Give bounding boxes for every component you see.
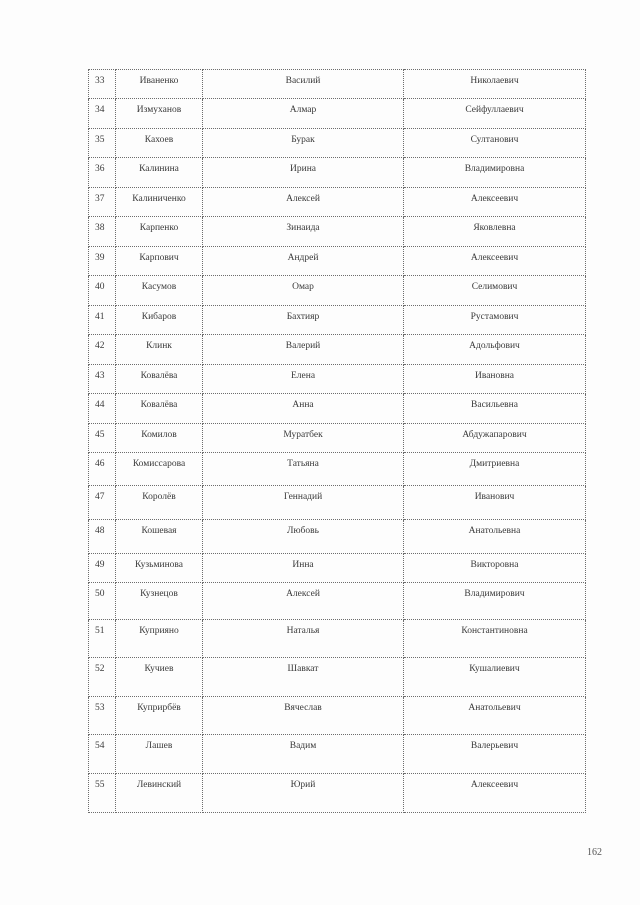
table-row: [89, 520, 586, 554]
table-row: [89, 217, 586, 247]
row-number: 40: [89, 276, 116, 306]
patronymic-cell: Иванович: [404, 486, 586, 520]
surname-cell: Касумов: [116, 276, 203, 306]
personnel-table-body: [89, 70, 586, 813]
row-number: 41: [89, 306, 116, 335]
patronymic-cell: Константиновна: [404, 620, 586, 658]
row-number: 53: [89, 697, 116, 735]
table-row: [89, 620, 586, 658]
patronymic-cell: Николаевич: [404, 70, 586, 99]
patronymic-cell: Владимирович: [404, 583, 586, 620]
surname-cell: Измуханов: [116, 99, 203, 129]
surname-cell: Кибаров: [116, 306, 203, 335]
table-row: [89, 365, 586, 394]
table-row: [89, 424, 586, 453]
surname-cell: Ковалёва: [116, 394, 203, 424]
first-name-cell: Анна: [203, 394, 404, 424]
row-number: 43: [89, 365, 116, 394]
surname-cell: Клинк: [116, 335, 203, 365]
patronymic-cell: Султанович: [404, 129, 586, 158]
surname-cell: Кошевая: [116, 520, 203, 554]
first-name-cell: Алмар: [203, 99, 404, 129]
first-name-cell: Любовь: [203, 520, 404, 554]
patronymic-cell: Селимович: [404, 276, 586, 306]
first-name-cell: Наталья: [203, 620, 404, 658]
patronymic-cell: Кушалиевич: [404, 658, 586, 697]
first-name-cell: Юрий: [203, 774, 404, 813]
surname-cell: Кучиев: [116, 658, 203, 697]
patronymic-cell: Дмитриевна: [404, 453, 586, 486]
surname-cell: Кузнецов: [116, 583, 203, 620]
table-row: [89, 335, 586, 365]
personnel-table: [88, 69, 586, 813]
surname-cell: Калинина: [116, 158, 203, 188]
patronymic-cell: Алексеевич: [404, 774, 586, 813]
patronymic-cell: Валерьевич: [404, 735, 586, 774]
surname-cell: Комиссарова: [116, 453, 203, 486]
row-number: 33: [89, 70, 116, 99]
first-name-cell: Ирина: [203, 158, 404, 188]
row-number: 34: [89, 99, 116, 129]
first-name-cell: Вячеслав: [203, 697, 404, 735]
surname-cell: Ковалёва: [116, 365, 203, 394]
first-name-cell: Бурак: [203, 129, 404, 158]
patronymic-cell: Викторовна: [404, 554, 586, 583]
row-number: 46: [89, 453, 116, 486]
patronymic-cell: Адольфович: [404, 335, 586, 365]
table-row: [89, 554, 586, 583]
first-name-cell: Татьяна: [203, 453, 404, 486]
surname-cell: Кахоев: [116, 129, 203, 158]
surname-cell: Карпенко: [116, 217, 203, 247]
table-row: [89, 394, 586, 424]
row-number: 44: [89, 394, 116, 424]
patronymic-cell: Рустамович: [404, 306, 586, 335]
surname-cell: Кузьминова: [116, 554, 203, 583]
table-row: [89, 188, 586, 217]
surname-cell: Куприяно: [116, 620, 203, 658]
page-number: 162: [587, 847, 602, 858]
surname-cell: Иваненко: [116, 70, 203, 99]
first-name-cell: Алексей: [203, 188, 404, 217]
row-number: 49: [89, 554, 116, 583]
first-name-cell: Омар: [203, 276, 404, 306]
surname-cell: Карпович: [116, 247, 203, 276]
row-number: 39: [89, 247, 116, 276]
first-name-cell: Инна: [203, 554, 404, 583]
row-number: 35: [89, 129, 116, 158]
patronymic-cell: Алексеевич: [404, 188, 586, 217]
table-row: [89, 583, 586, 620]
surname-cell: Калиниченко: [116, 188, 203, 217]
table-row: [89, 735, 586, 774]
first-name-cell: Алексей: [203, 583, 404, 620]
row-number: 51: [89, 620, 116, 658]
table-row: [89, 247, 586, 276]
row-number: 48: [89, 520, 116, 554]
surname-cell: Лашев: [116, 735, 203, 774]
patronymic-cell: Васильевна: [404, 394, 586, 424]
surname-cell: Куприрбёв: [116, 697, 203, 735]
table-row: [89, 306, 586, 335]
first-name-cell: Василий: [203, 70, 404, 99]
row-number: 37: [89, 188, 116, 217]
row-number: 52: [89, 658, 116, 697]
first-name-cell: Андрей: [203, 247, 404, 276]
first-name-cell: Геннадий: [203, 486, 404, 520]
row-number: 36: [89, 158, 116, 188]
table-row: [89, 697, 586, 735]
patronymic-cell: Сейфуллаевич: [404, 99, 586, 129]
table-row: [89, 158, 586, 188]
table-row: [89, 276, 586, 306]
surname-cell: Комилов: [116, 424, 203, 453]
patronymic-cell: Абдужапарович: [404, 424, 586, 453]
table-row: [89, 453, 586, 486]
table-row: [89, 99, 586, 129]
patronymic-cell: Алексеевич: [404, 247, 586, 276]
first-name-cell: Зинаида: [203, 217, 404, 247]
row-number: 45: [89, 424, 116, 453]
patronymic-cell: Яковлевна: [404, 217, 586, 247]
row-number: 55: [89, 774, 116, 813]
table-row: [89, 70, 586, 99]
patronymic-cell: Владимировна: [404, 158, 586, 188]
patronymic-cell: Анатольевич: [404, 697, 586, 735]
first-name-cell: Бахтияр: [203, 306, 404, 335]
first-name-cell: Муратбек: [203, 424, 404, 453]
table-row: [89, 658, 586, 697]
surname-cell: Левинский: [116, 774, 203, 813]
row-number: 38: [89, 217, 116, 247]
row-number: 42: [89, 335, 116, 365]
patronymic-cell: Анатольевна: [404, 520, 586, 554]
table-row: [89, 129, 586, 158]
table-row: [89, 486, 586, 520]
first-name-cell: Елена: [203, 365, 404, 394]
row-number: 47: [89, 486, 116, 520]
row-number: 50: [89, 583, 116, 620]
surname-cell: Королёв: [116, 486, 203, 520]
patronymic-cell: Ивановна: [404, 365, 586, 394]
first-name-cell: Вадим: [203, 735, 404, 774]
first-name-cell: Валерий: [203, 335, 404, 365]
row-number: 54: [89, 735, 116, 774]
table-row: [89, 774, 586, 813]
first-name-cell: Шавкат: [203, 658, 404, 697]
